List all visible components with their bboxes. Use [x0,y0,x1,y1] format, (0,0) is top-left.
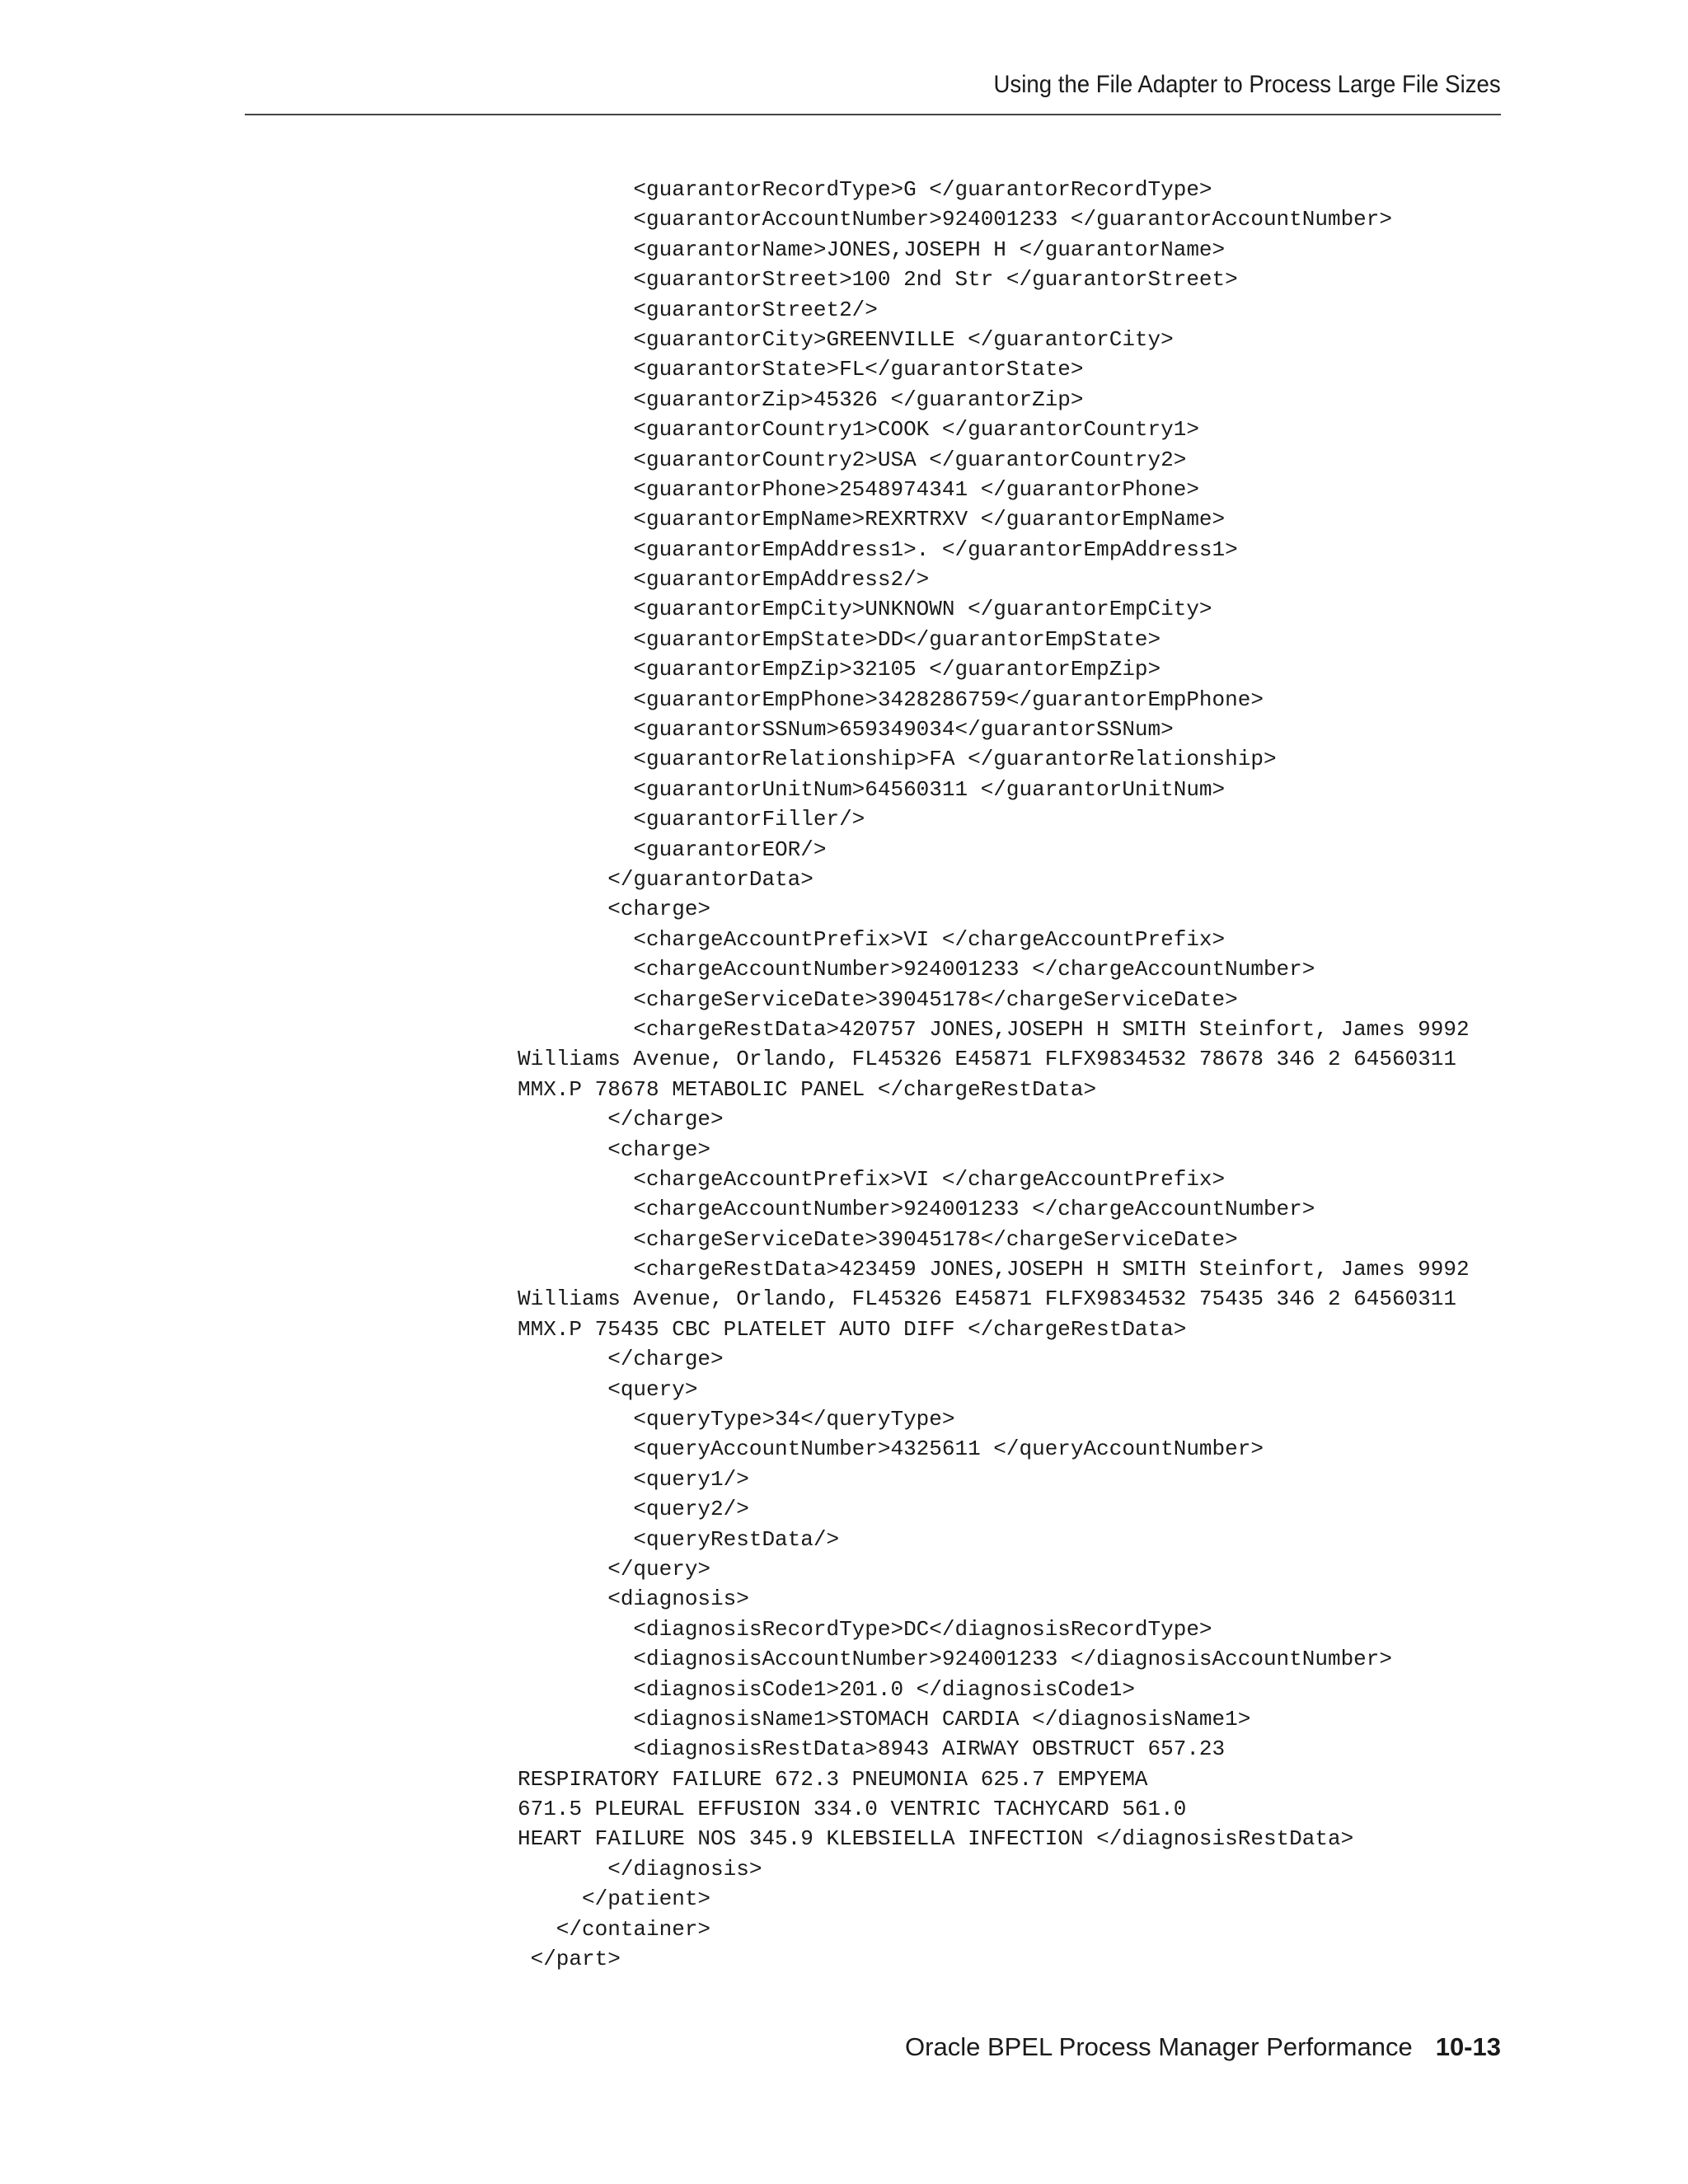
code-line: MMX.P 78678 METABOLIC PANEL </chargeRestData> [518,1076,1097,1102]
code-line: <chargeServiceDate>39045178</chargeServiceDate> [518,987,1238,1012]
code-line: <guarantorEmpAddress1>. </guarantorEmpAddress1> [518,537,1238,562]
code-line: </charge> [518,1347,724,1372]
code-line: </patient> [518,1886,711,1912]
code-line: <query1/> [518,1466,749,1492]
code-line: <guarantorName>JONES,JOSEPH H </guarantorName> [518,237,1226,262]
code-line: </container> [518,1916,711,1942]
code-line: MMX.P 75435 CBC PLATELET AUTO DIFF </chargeRestData> [518,1316,1187,1342]
code-line: <guarantorCountry1>COOK </guarantorCountry1> [518,417,1199,443]
code-line: <chargeAccountPrefix>VI </chargeAccountPrefix> [518,1166,1226,1192]
code-line: <guarantorAccountNumber>924001233 </guarantorAccountNumber> [518,207,1392,232]
code-line: <guarantorSSNum>659349034</guarantorSSNum> [518,717,1174,743]
code-line: <query> [518,1376,698,1402]
code-line: 671.5 PLEURAL EFFUSION 334.0 VENTRIC TACHYCARD 561.0 [518,1797,1187,1822]
code-line: <queryType>34</queryType> [518,1407,955,1432]
code-line: <chargeRestData>423459 JONES,JOSEPH H SMITH Steinfort, James 9992 [518,1257,1470,1282]
code-line: <diagnosisAccountNumber>924001233 </diagnosisAccountNumber> [518,1647,1392,1672]
code-line: <guarantorStreet>100 2nd Str </guarantorStreet> [518,267,1238,293]
header-divider [245,114,1501,115]
page-number: 10-13 [1435,2032,1501,2061]
code-line: <guarantorUnitNum>64560311 </guarantorUnitNum> [518,776,1226,802]
code-line: <chargeAccountPrefix>VI </chargeAccountPrefix> [518,926,1226,952]
code-line: <guarantorStreet2/> [518,297,878,322]
code-line: <chargeRestData>420757 JONES,JOSEPH H SMITH Steinfort, James 9992 [518,1016,1470,1042]
code-line: Williams Avenue, Orlando, FL45326 E45871 FLFX9834532 78678 346 2 64560311 [518,1047,1456,1072]
code-line: <guarantorCity>GREENVILLE </guarantorCity> [518,326,1174,352]
code-line: <guarantorRecordType>G </guarantorRecordType> [518,177,1212,202]
code-line: <guarantorEmpCity>UNKNOWN </guarantorEmpCity> [518,597,1212,622]
code-line: Williams Avenue, Orlando, FL45326 E45871 FLFX9834532 75435 346 2 64560311 [518,1286,1456,1312]
code-line: <query2/> [518,1497,749,1522]
code-line: <chargeAccountNumber>924001233 </chargeAccountNumber> [518,1197,1315,1222]
code-line: <diagnosisRestData>8943 AIRWAY OBSTRUCT 657.23 [518,1736,1226,1762]
code-line: </query> [518,1556,711,1582]
code-line: <charge> [518,1137,711,1162]
code-line: <chargeServiceDate>39045178</chargeServiceDate> [518,1226,1238,1252]
code-line: </diagnosis> [518,1856,762,1882]
code-line: <queryRestData/> [518,1526,840,1552]
footer-book-title: Oracle BPEL Process Manager Performance [905,2032,1413,2061]
code-line: <diagnosisRecordType>DC</diagnosisRecordType> [518,1616,1212,1642]
code-line: <queryAccountNumber>4325611 </queryAccountNumber> [518,1436,1264,1462]
code-line: <guarantorRelationship>FA </guarantorRelationship> [518,747,1277,772]
code-line: <chargeAccountNumber>924001233 </chargeAccountNumber> [518,957,1315,982]
code-line: <guarantorEmpAddress2/> [518,567,930,593]
code-line: RESPIRATORY FAILURE 672.3 PNEUMONIA 625.7 EMPYEMA [518,1766,1148,1792]
code-line: <guarantorPhone>2548974341 </guarantorPhone> [518,476,1199,502]
code-line: </guarantorData> [518,866,814,892]
xml-code-listing [518,175,1470,1974]
code-line: <diagnosisCode1>201.0 </diagnosisCode1> [518,1676,1135,1702]
code-line: </charge> [518,1107,724,1132]
code-line: <guarantorEOR/> [518,837,827,862]
code-line: <guarantorCountry2>USA </guarantorCountry2> [518,447,1187,472]
code-line: <charge> [518,897,711,922]
code-line: HEART FAILURE NOS 345.9 KLEBSIELLA INFECTION </diagnosisRestData> [518,1826,1354,1852]
code-line: <diagnosis> [518,1586,749,1612]
code-line: <guarantorEmpZip>32105 </guarantorEmpZip> [518,657,1161,682]
code-line: </part> [518,1947,621,1972]
code-line: <diagnosisName1>STOMACH CARDIA </diagnosisName1> [518,1706,1251,1732]
code-line: <guarantorEmpPhone>3428286759</guarantorEmpPhone> [518,687,1264,712]
code-line: <guarantorEmpName>REXRTRXV </guarantorEmpName> [518,507,1226,532]
code-line: <guarantorEmpState>DD</guarantorEmpState> [518,626,1161,652]
running-footer [905,2032,1501,2062]
code-line: <guarantorFiller/> [518,807,865,832]
running-header-title: Using the File Adapter to Process Large File Sizes [993,71,1501,98]
code-line: <guarantorState>FL</guarantorState> [518,357,1084,382]
code-line: <guarantorZip>45326 </guarantorZip> [518,387,1084,412]
